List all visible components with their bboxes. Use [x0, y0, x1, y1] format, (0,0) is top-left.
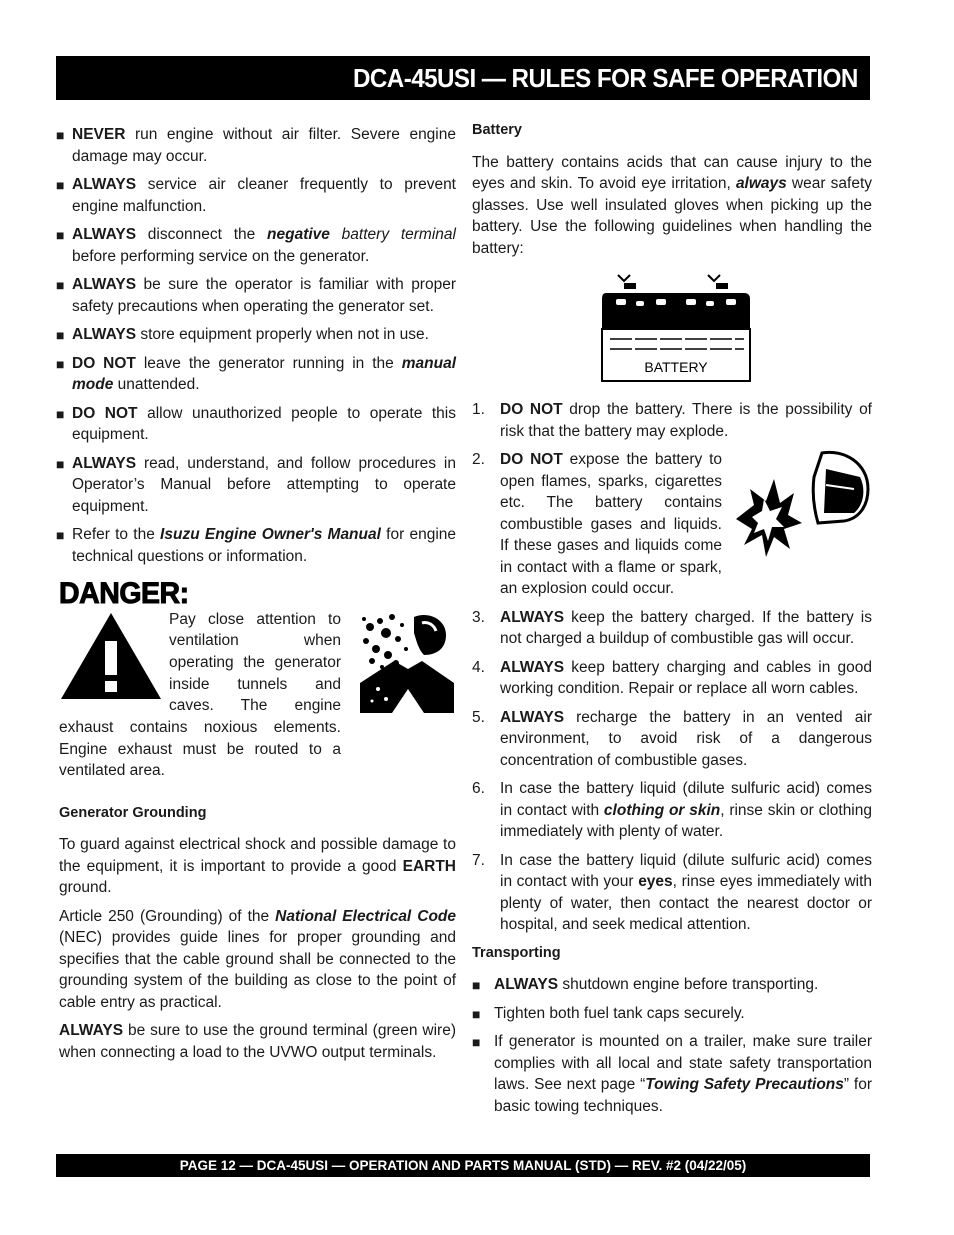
square-bullet-icon: ■: [56, 355, 65, 372]
list-item: 5. ALWAYS recharge the battery in an vented air environment, to avoid risk of a dangerous concentration of combustible gases.: [472, 708, 872, 769]
safety-bullet: ■ DO NOT allow unauthorized people to operate this equipment.: [56, 404, 456, 443]
safety-bullet: ■ ALWAYS service air cleaner frequently to prevent engine malfunction.: [56, 176, 456, 215]
safety-bullet: ■ ALWAYS read, understand, and follow procedures in Operator’s Manual before attempting to operate equipment.: [56, 454, 456, 515]
square-bullet-icon: ■: [56, 405, 65, 422]
grounding-paragraph: ALWAYS be sure to use the ground terminal (green wire) when connecting a load to the UVWO output terminals.: [59, 1022, 456, 1061]
safety-bullet: ■ NEVER run engine without air filter. Severe engine damage may occur.: [56, 126, 456, 165]
list-item: 4. ALWAYS keep battery charging and cables in good working condition. Repair or replace all worn cables.: [472, 658, 872, 697]
grounding-heading: Generator Grounding: [59, 804, 207, 821]
safety-bullet: ■ Refer to the Isuzu Engine Owner's Manual for engine technical questions or information.: [56, 526, 457, 565]
battery-intro: The battery contains acids that can cause injury to the eyes and skin. To avoid eye irritation, always wear safety glasses. Use well insulated gloves when picking up the battery. Use the following guidelines when handling the battery:: [472, 153, 873, 257]
battery-icon: [598, 271, 754, 385]
list-item: 6. In case the battery liquid (dilute sulfuric acid) comes in contact with clothing or skin, rinse skin or clothing immediately with plenty of water.: [472, 780, 872, 840]
battery-guidelines-list: [472, 399, 872, 936]
transport-bullet: ■ If generator is mounted on a trailer, make sure trailer complies with all local and state safety transportation laws. See next page “Towing Safety Precautions” for basic towing techniques.: [472, 1033, 872, 1115]
danger-section: [56, 609, 456, 787]
list-item: 7. In case the battery liquid (dilute sulfuric acid) comes in contact with your eyes, rinse eyes immediately with plenty of water, then contact the nearest doctor or hospital, and seek medical attention.: [472, 851, 872, 933]
list-item: 2. DO NOT expose the battery to open flames, sparks, cigarettes etc. The battery contains combustible gases and liquids. If these gases and liquids come in contact with a flame or spark, an explosion could occur.: [472, 449, 872, 600]
grounding-section: [56, 803, 456, 1064]
transporting-section: [472, 943, 872, 1118]
list-item: 1. DO NOT drop the battery. There is the possibility of risk that the battery may explode.: [472, 401, 872, 440]
safety-bullet: ■ ALWAYS disconnect the negative battery terminal before performing service on the generator.: [56, 226, 456, 265]
square-bullet-icon: ■: [472, 977, 481, 993]
page-title: DCA-45USI — RULES FOR SAFE OPERATION: [353, 62, 858, 93]
square-bullet-icon: ■: [56, 127, 65, 143]
danger-text: Pay close attention to ventilation when operating the generator inside tunnels and caves. The engine exhaust contains noxious elements. Engine exhaust must be routed to a ventilated area.: [59, 610, 341, 780]
safety-bullet: ■ ALWAYS store equipment properly when not in use.: [56, 324, 456, 346]
square-bullet-icon: ■: [472, 1034, 481, 1050]
page-header-bar: [56, 56, 870, 100]
explosion-face-shield-icon: [730, 449, 872, 561]
square-bullet-icon: ■: [56, 527, 65, 543]
left-column: [56, 124, 456, 1070]
danger-heading: DANGER:: [59, 577, 189, 610]
transport-bullet: ■ Tighten both fuel tank caps securely.: [472, 1003, 872, 1025]
square-bullet-icon: ■: [56, 227, 65, 243]
transport-bullet: ■ ALWAYS shutdown engine before transporting.: [472, 974, 872, 996]
exhaust-fumes-worker-icon: [358, 609, 456, 713]
square-bullet-icon: ■: [56, 455, 65, 472]
grounding-paragraph: To guard against electrical shock and possible damage to the equipment, it is important to provide a good EARTH ground.: [59, 836, 456, 896]
square-bullet-icon: ■: [56, 277, 65, 293]
transporting-heading: Transporting: [472, 944, 561, 961]
page-footer-bar: [56, 1154, 870, 1177]
square-bullet-icon: ■: [472, 1005, 481, 1022]
page-footer-text: PAGE 12 — DCA-45USI — OPERATION AND PARTS MANUAL (STD) — REV. #2 (04/22/05): [179, 1158, 747, 1173]
grounding-paragraph: Article 250 (Grounding) of the National Electrical Code (NEC) provides guide lines for proper grounding and specifies that the cable ground shall be connected to the grounding system of the building as close to the point of cable entry as practical.: [59, 907, 456, 1011]
list-item: 3. ALWAYS keep the battery charged. If the battery is not charged a buildup of combustible gas will occur.: [472, 608, 872, 647]
safety-bullet: ■ DO NOT leave the generator running in the manual mode unattended.: [56, 354, 456, 393]
square-bullet-icon: ■: [56, 327, 65, 343]
battery-heading: Battery: [472, 122, 522, 138]
safety-bullet: ■ ALWAYS be sure the operator is familiar with proper safety precautions when operating the generator set.: [56, 276, 456, 315]
warning-triangle-icon: [59, 611, 163, 701]
battery-label: BATTERY: [644, 359, 708, 375]
right-column: [472, 120, 872, 1124]
square-bullet-icon: ■: [56, 177, 65, 193]
